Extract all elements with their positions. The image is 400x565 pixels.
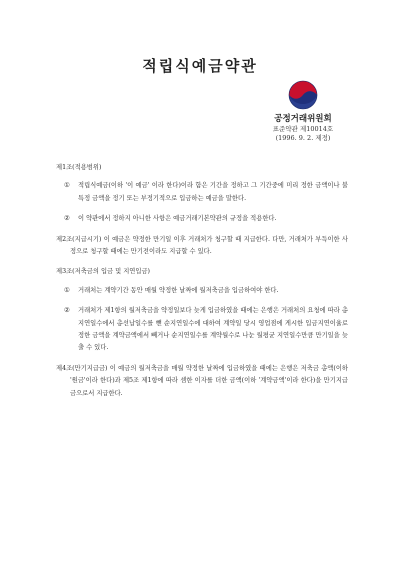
agency-name: 공정거래위원회 (274, 114, 332, 124)
standard-terms-number: 표준약관 제10014호 (272, 125, 334, 133)
agency-seal-block (258, 80, 348, 143)
article-4: 제4조(만기지급금) 이 예금의 월저축금을 매월 약정한 날짜에 입금하였을 때에는 은행은 저축금 총액(이하 '원금'이라 한다)과 제5조 제1항에 따라 셈한 이자를 더한 금액(이하 '계약금액'이라 한다)을 만기지급금으로서 지급한다. (56, 364, 348, 397)
item-text: 거래처가 제1항의 월저축금을 약정일보다 늦게 입금하였을 때에는 은행은 거래처의 요청에 따라 총지연일수에서 총선납일수를 뺀 순지연일수에 대하여 계약일 당시 영업점에 게시한 입금지연이율로 정한 금액을 계약금액에서 빼거나 순지연일수를 계약월수로 나눈 월평균 지연일수만큼 만기일을 늦출 수 있다. (78, 307, 348, 352)
item-text: 이 약관에서 정하지 아니한 사항은 예금거래기본약관의 규정을 적용한다. (78, 215, 277, 223)
article-3-item-1 (56, 285, 348, 297)
article-3-heading: 제3조(저축금의 입금 및 지연입금) (56, 268, 151, 276)
item-number: ① (64, 182, 70, 190)
item-number: ① (64, 286, 70, 294)
government-emblem-icon (288, 80, 318, 110)
item-text: 거래처는 계약기간 동안 매월 약정한 날짜에 월저축금을 입금하여야 한다. (78, 286, 279, 294)
terms-body (56, 162, 348, 408)
article-3-item-2 (56, 305, 348, 355)
article-1-heading: 제1조(적용범위) (56, 164, 102, 171)
enactment-date: (1996. 9. 2. 제정) (275, 134, 331, 142)
article-1-item-1 (56, 180, 348, 205)
item-number: ② (64, 307, 70, 315)
item-text: 적립식예금(이하 '이 예금' 이라 한다)이라 함은 기간을 정하고 그 기간중에 미리 정한 금액이나 불특정 금액을 정기 또는 부정기적으로 입금하는 예금을 말한다. (78, 182, 348, 202)
article-2: 제2조(지급시기) 이 예금은 약정한 만기일 이후 거래처가 청구할 때 지급한다. 다만, 거래처가 부득이한 사정으로 청구할 때에는 만기전이라도 지급할 수 있다. (56, 235, 348, 256)
article-1-item-2 (56, 213, 348, 225)
item-number: ② (64, 215, 70, 223)
document-title: 적립식예금약관 (142, 57, 258, 75)
